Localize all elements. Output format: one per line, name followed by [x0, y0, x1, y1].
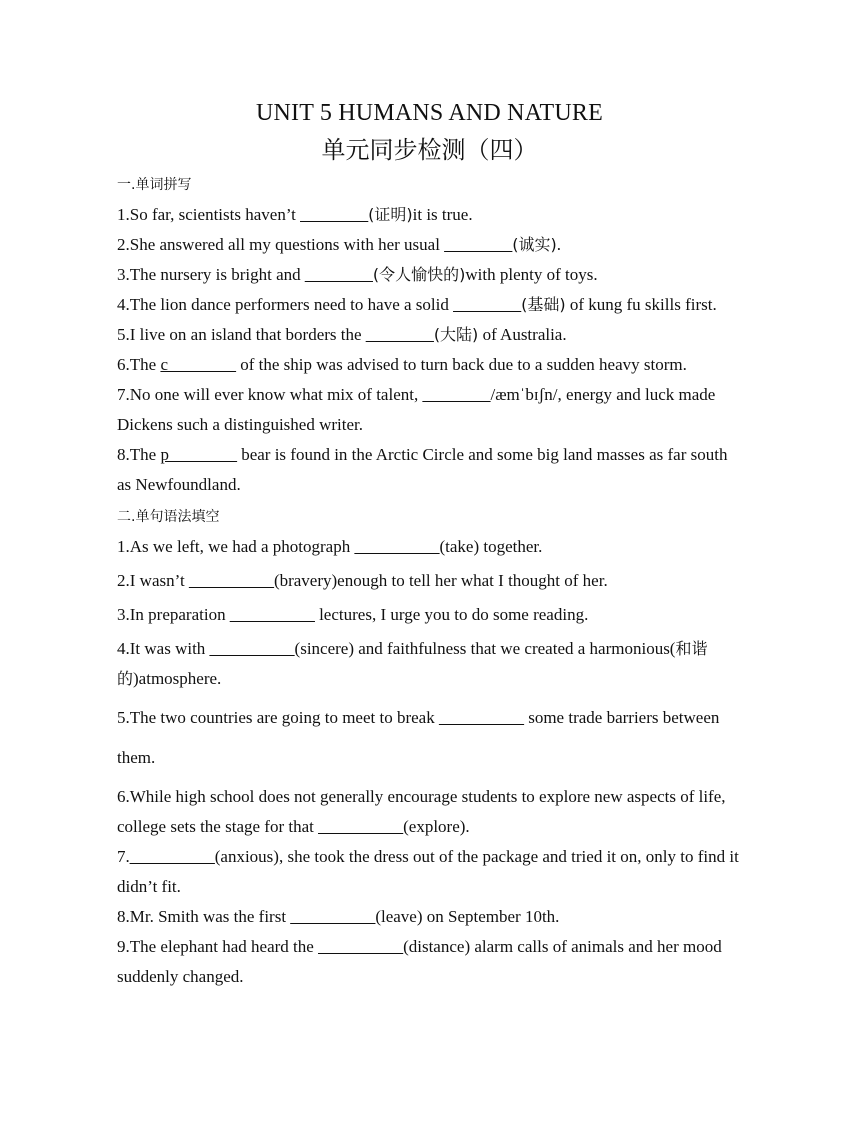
question-text: (anxious), she took the dress out of the package and tried it on, only to find it didn’t fit.	[117, 847, 739, 896]
question-item	[117, 320, 742, 350]
chinese-hint: (证明)	[368, 205, 413, 224]
question-text: (distance) alarm calls of animals and her mood suddenly changed.	[117, 937, 722, 986]
question-item	[117, 350, 742, 380]
answer-blank: ________	[300, 205, 369, 224]
question-item	[117, 634, 742, 694]
question-item	[117, 782, 742, 842]
question-text: /æmˈbɪʃn/, energy and luck made Dickens such a distinguished writer.	[117, 385, 716, 434]
question-text: with plenty of toys.	[465, 265, 598, 284]
answer-blank: __________	[318, 937, 404, 956]
question-text: some trade barriers between them.	[117, 708, 720, 767]
question-text: 6.While high school does not generally encourage students to explore new aspects of life, college sets the stage for that	[117, 787, 726, 836]
question-text: 5.The two countries are going to meet to break	[117, 708, 439, 727]
unit-title: UNIT 5 HUMANS AND NATURE	[255, 100, 604, 126]
question-item	[117, 932, 742, 992]
answer-blank: __________	[438, 708, 524, 727]
chinese-hint: (基础)	[521, 295, 566, 314]
question-text: lectures, I urge you to do some reading.	[314, 605, 589, 624]
question-text: 3.In preparation	[117, 605, 230, 624]
question-text: (bravery)enough to tell her what I thought of her.	[273, 571, 608, 590]
question-text: of the ship was advised to turn back due to a sudden heavy storm.	[235, 355, 687, 374]
worksheet-page	[117, 96, 742, 992]
question-text: of Australia.	[478, 325, 567, 344]
question-text: )atmosphere.	[133, 669, 222, 688]
question-item	[117, 230, 742, 260]
question-item	[117, 698, 742, 778]
question-item	[117, 902, 742, 932]
question-item	[117, 532, 742, 562]
question-item	[117, 380, 742, 440]
answer-blank: p________	[160, 445, 237, 464]
question-item	[117, 260, 742, 290]
question-text: bear is found in the Arctic Circle and some big land masses as far south as Newfoundland.	[117, 445, 728, 494]
answer-blank: ________	[365, 325, 434, 344]
question-text: 1.As we left, we had a photograph	[117, 537, 355, 556]
answer-blank: __________	[209, 639, 295, 658]
question-item	[117, 290, 742, 320]
question-text: 6.The	[117, 355, 161, 374]
question-text: 3.The nursery is bright and	[117, 265, 305, 284]
question-item	[117, 566, 742, 596]
question-text: 8.Mr. Smith was the first	[117, 907, 291, 926]
answer-blank: __________	[188, 571, 274, 590]
question-text: 2.I wasn’t	[117, 571, 189, 590]
question-text: .	[556, 235, 561, 254]
answer-blank: ________	[304, 265, 373, 284]
question-text: (explore).	[403, 817, 470, 836]
chinese-hint: (令人愉快的)	[372, 265, 466, 284]
question-text: (sincere) and faithfulness that we created a harmonious(	[294, 639, 676, 658]
answer-blank: ________	[453, 295, 522, 314]
question-text: 4.It was with	[117, 639, 210, 658]
answer-blank: __________	[290, 907, 376, 926]
question-text: 9.The elephant had heard the	[117, 937, 319, 956]
answer-blank: __________	[129, 847, 215, 866]
chinese-hint: (大陆)	[433, 325, 479, 344]
question-text: of kung fu skills first.	[565, 295, 717, 314]
question-text: 7.No one will ever know what mix of talent,	[117, 385, 423, 404]
test-title: 单元同步检测（四）	[321, 136, 538, 164]
question-text: 4.The lion dance performers need to have a solid	[117, 295, 454, 314]
answer-blank: ________	[422, 385, 491, 404]
question-text: it is true.	[412, 205, 473, 224]
question-text: 2.She answered all my questions with her usual	[117, 235, 445, 254]
question-item	[117, 842, 742, 902]
question-text: 5.I live on an island that borders the	[117, 325, 366, 344]
answer-blank: c________	[160, 355, 236, 374]
question-text: (take) together.	[439, 537, 543, 556]
question-text: 7.	[117, 847, 130, 866]
question-text: (leave) on September 10th.	[375, 907, 560, 926]
answer-blank: __________	[354, 537, 440, 556]
question-item	[117, 440, 742, 500]
question-text: 1.So far, scientists haven’t	[117, 205, 301, 224]
section-1-heading: 一.单词拼写	[117, 177, 192, 193]
question-item	[117, 200, 742, 230]
chinese-hint: 和谐的	[117, 639, 708, 688]
question-item	[117, 600, 742, 630]
answer-blank: ________	[444, 235, 513, 254]
chinese-hint: (诚实)	[512, 235, 557, 254]
answer-blank: __________	[318, 817, 404, 836]
answer-blank: __________	[229, 605, 315, 624]
section-2-heading: 二.单句语法填空	[117, 509, 220, 525]
question-text: 8.The	[117, 445, 161, 464]
